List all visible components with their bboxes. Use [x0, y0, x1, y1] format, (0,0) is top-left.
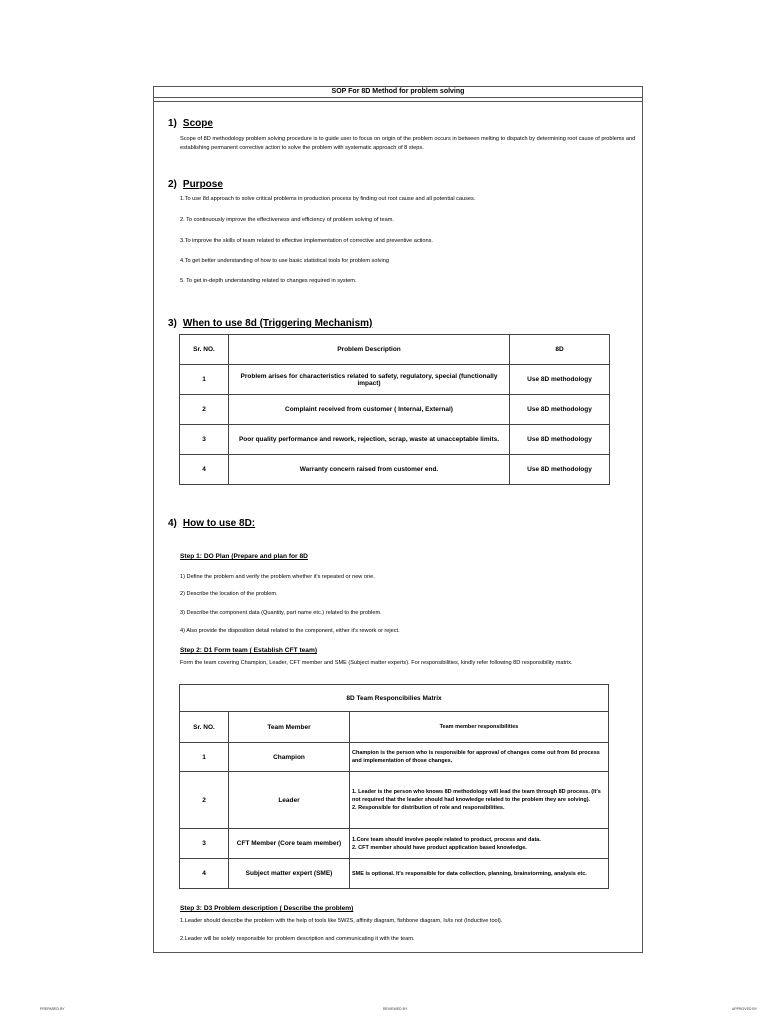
when-number: 3)	[168, 318, 177, 329]
when-title: When to use 8d (Triggering Mechanism)	[182, 318, 373, 329]
row-sr: 2	[180, 772, 229, 829]
step1-item: 2) Describe the location of the problem.	[180, 591, 278, 597]
row-action: Use 8D methodology	[510, 425, 610, 455]
scope-number: 1)	[168, 118, 177, 129]
header-sr-no: Sr. NO.	[180, 335, 229, 365]
step2-title: Step 2: D1 Form team ( Establish CFT team)	[180, 647, 318, 654]
step3-item: 2.Leader will be solely responsible for problem description and communicating it with the team.	[180, 936, 415, 942]
row-description: Problem arises for characteristics related to safety, regulatory, special (functionally impact)	[229, 365, 510, 395]
table-row	[180, 859, 609, 889]
purpose-heading	[168, 179, 223, 190]
when-heading	[168, 318, 372, 329]
row-description: Complaint received from customer ( Internal, External)	[229, 395, 510, 425]
purpose-item: 5. To get in-depth understanding related to changes required in system.	[180, 278, 357, 284]
step1-title: Step 1: DO Plan (Prepare and plan for 8D	[180, 553, 308, 560]
row-sr: 2	[180, 395, 229, 425]
row-action: Use 8D methodology	[510, 365, 610, 395]
trigger-table-header	[180, 335, 610, 365]
table-row	[180, 455, 610, 485]
row-sr: 3	[180, 425, 229, 455]
row-member: Champion	[229, 743, 350, 772]
row-description: Warranty concern raised from customer end.	[229, 455, 510, 485]
row-sr: 1	[180, 365, 229, 395]
row-member: Subject matter expert (SME)	[229, 859, 350, 889]
how-title: How to use 8D:	[182, 518, 256, 529]
table-row	[180, 829, 609, 859]
footer-prepared-by: PREPARED BY	[40, 1007, 65, 1011]
step3-title: Step 3: D3 Problem description ( Describe the problem)	[180, 905, 354, 912]
responsibility-matrix	[179, 684, 609, 889]
header-responsibilities: Team member responsibilities	[350, 712, 609, 743]
row-action: Use 8D methodology	[510, 455, 610, 485]
step2-text: Form the team covering Champion, Leader, CFT member and SME (Subject matter experts). For responsibilities, kindly refer following 8D responsibility matrix.	[180, 660, 573, 666]
step1-item: 1) Define the problem and verify the problem whether it's repeated or new one.	[180, 574, 375, 580]
purpose-title: Purpose	[182, 179, 223, 190]
row-sr: 3	[180, 829, 229, 859]
footer-approved-by: APPROVED BY	[732, 1007, 758, 1011]
header-rule-bottom	[154, 101, 642, 102]
header-rule-mid	[154, 97, 642, 98]
row-responsibility: 1.Core team should involve people related to product, process and data. 2. CFT member should have product application based knowledge.	[350, 829, 609, 859]
row-responsibility: 1. Leader is the person who knows 8D methodology will lead the team through 8D process. (It's not required that the leader should had knowledge related to the problem they are solving). 2. Responsible for distribution of role and responsibilities.	[350, 772, 609, 829]
scope-heading	[168, 118, 213, 129]
table-row	[180, 772, 609, 829]
row-description: Poor quality performance and rework, rejection, scrap, waste at unacceptable limits.	[229, 425, 510, 455]
header-rule-top	[154, 86, 642, 87]
purpose-item: 2. To continuously improve the effectiveness and efficiency of problem solving of team.	[180, 217, 394, 223]
purpose-item: 3.To improve the skills of team related to effective implementation of corrective and preventive actions.	[180, 238, 433, 244]
row-member: Leader	[229, 772, 350, 829]
row-sr: 4	[180, 859, 229, 889]
step1-item: 3) Describe the component data (Quantity, part name etc.) related to the problem.	[180, 610, 382, 616]
header-sr-no: Sr. NO.	[180, 712, 229, 743]
table-row	[180, 395, 610, 425]
table-row	[180, 425, 610, 455]
footer-reviewed-by: REVIEWED BY	[383, 1007, 408, 1011]
scope-text: Scope of 8D methodology problem solving procedure is to guide user to focus on origin of the problem occurs in between melting to dispatch by determining root cause of problems and establishing permanent corrective action to solve the problem with systematic approach of 8 steps.	[180, 136, 636, 151]
header-problem-description: Problem Description	[229, 335, 510, 365]
purpose-item: 1.To use 8d approach to solve critical problems in production process by finding out root cause and all potential causes.	[180, 196, 476, 202]
purpose-number: 2)	[168, 179, 177, 190]
step1-item: 4) Also provide the disposition detail related to the component, either it's rework or reject.	[180, 628, 400, 634]
matrix-caption: 8D Team Responcibilies Matrix	[180, 685, 609, 712]
how-heading	[168, 518, 255, 529]
trigger-table	[179, 334, 610, 485]
scope-title: Scope	[182, 118, 213, 129]
matrix-header	[180, 712, 609, 743]
row-member: CFT Member (Core team member)	[229, 829, 350, 859]
document-page	[153, 86, 643, 953]
row-responsibility: SME is optional. It's responsible for data collection, planning, brainstorming, analysis etc.	[350, 859, 609, 889]
how-number: 4)	[168, 518, 177, 529]
matrix-caption-row	[180, 685, 609, 712]
row-sr: 4	[180, 455, 229, 485]
table-row	[180, 365, 610, 395]
row-sr: 1	[180, 743, 229, 772]
header-team-member: Team Member	[229, 712, 350, 743]
header-8d: 8D	[510, 335, 610, 365]
table-row	[180, 743, 609, 772]
row-action: Use 8D methodology	[510, 395, 610, 425]
purpose-item: 4.To get better understanding of how to use basic statistical tools for problem solving	[180, 258, 389, 264]
step3-item: 1.Leader should describe the problem with the help of tools like 5W2S, affinity diagram, fishbone diagram, Is/is not (Inductive tool).	[180, 918, 503, 924]
document-title: SOP For 8D Method for problem solving	[331, 88, 465, 95]
row-responsibility: Champion is the person who is responsible for approval of changes come out from 8d process and implementation of those changes.	[350, 743, 609, 772]
